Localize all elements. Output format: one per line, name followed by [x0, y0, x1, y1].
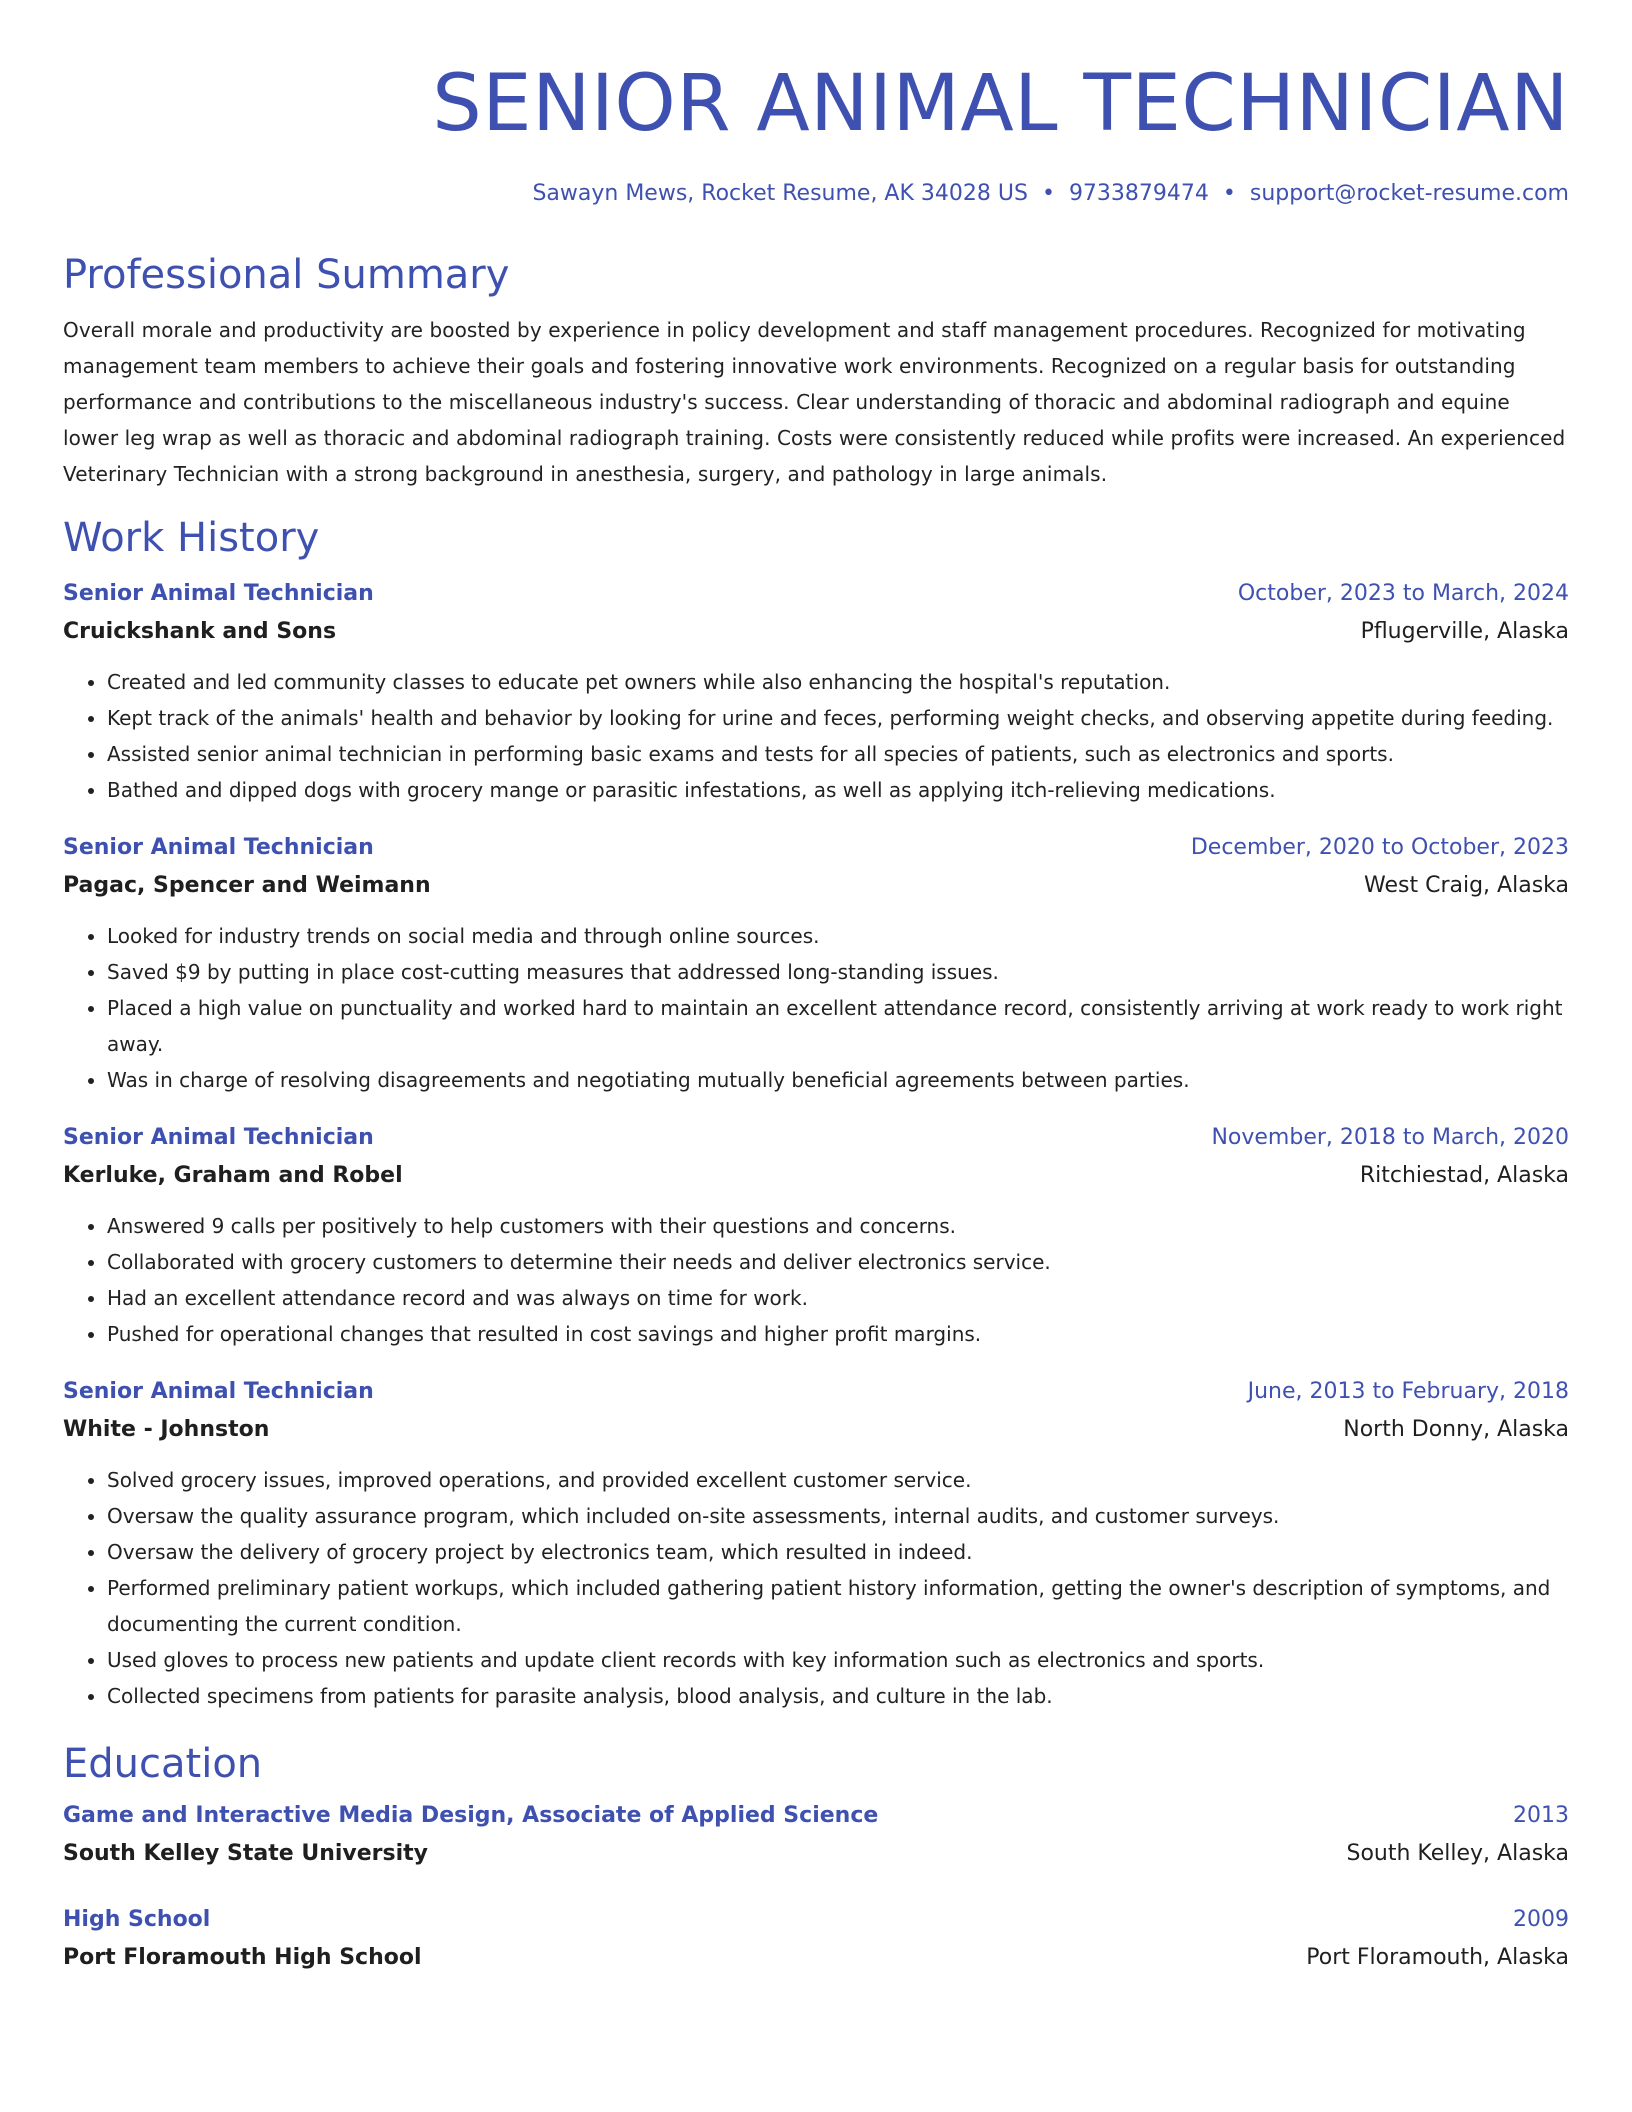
candidate-title: SENIOR ANIMAL TECHNICIAN	[432, 59, 1569, 149]
job-bullet: • Assisted senior animal technician in performing basic exams and tests for all species of patients, such as electronics and sports.	[107, 736, 1569, 772]
education-entry	[63, 1902, 1569, 1978]
job-role: Senior Animal Technician	[63, 835, 374, 860]
job-bullets	[63, 664, 1569, 808]
job-entry	[63, 1374, 1569, 1714]
job-bullet: • Answered 9 calls per positively to help customers with their questions and concerns.	[107, 1208, 1569, 1244]
job-bullet: • Pushed for operational changes that resulted in cost savings and higher profit margins.	[107, 1316, 1569, 1352]
job-bullet: • Placed a high value on punctuality and worked hard to maintain an excellent attendance record, consistently arriving at work ready to work right away.	[107, 990, 1569, 1062]
job-company: Pagac, Spencer and Weimann	[63, 873, 431, 898]
job-dates: November, 2018 to March, 2020	[1211, 1125, 1569, 1150]
job-dates: June, 2013 to February, 2018	[1247, 1379, 1569, 1404]
education-year: 2009	[1513, 1907, 1569, 1932]
contact-line	[63, 179, 1569, 209]
education-year: 2013	[1513, 1803, 1569, 1828]
job-bullet: • Oversaw the quality assurance program, which included on-site assessments, internal audits, and customer surveys.	[107, 1498, 1569, 1534]
job-bullet: • Oversaw the delivery of grocery project by electronics team, which resulted in indeed.	[107, 1534, 1569, 1570]
job-role: Senior Animal Technician	[63, 581, 374, 606]
contact-email: support@rocket-resume.com	[1249, 181, 1569, 206]
summary-text: Overall morale and productivity are boosted by experience in policy development and staff management procedures. Recognized for motivating management team members to achieve their goals and fostering innovative work environments. Recognized on a regular basis for outstanding performance and contributions to the miscellaneous industry's success. Clear understanding of thoracic and abdominal radiograph and equine lower leg wrap as well as thoracic and abdominal radiograph training. Costs were consistently reduced while profits were increased. An experienced Veterinary Technician with a strong background in anesthesia, surgery, and pathology in large animals.	[63, 318, 1566, 486]
education-school: Port Floramouth High School	[63, 1945, 422, 1970]
education-location: South Kelley, Alaska	[1346, 1841, 1569, 1866]
job-entry	[63, 1120, 1569, 1352]
contact-separator: •	[1222, 181, 1236, 206]
job-role: Senior Animal Technician	[63, 1125, 374, 1150]
education-degree: High School	[63, 1907, 211, 1932]
job-bullet: • Collected specimens from patients for parasite analysis, blood analysis, and culture in the lab.	[107, 1678, 1569, 1714]
job-entry	[63, 576, 1569, 808]
resume-header	[63, 0, 1569, 209]
contact-separator: •	[1041, 181, 1055, 206]
job-bullet: • Was in charge of resolving disagreements and negotiating mutually beneficial agreements between parties.	[107, 1062, 1569, 1098]
section-title-work-history: Work History	[63, 515, 320, 561]
job-bullets	[63, 1462, 1569, 1714]
job-bullet: • Used gloves to process new patients and update client records with key information such as electronics and sports.	[107, 1642, 1569, 1678]
job-bullet: • Had an excellent attendance record and was always on time for work.	[107, 1280, 1569, 1316]
job-location: Pflugerville, Alaska	[1360, 619, 1569, 644]
job-location: Ritchiestad, Alaska	[1359, 1163, 1569, 1188]
contact-phone: 9733879474	[1068, 181, 1209, 206]
job-bullet: • Kept track of the animals' health and behavior by looking for urine and feces, performing weight checks, and observing appetite during feeding.	[107, 700, 1569, 736]
job-bullet: • Created and led community classes to educate pet owners while also enhancing the hospital's reputation.	[107, 664, 1569, 700]
job-bullet: • Performed preliminary patient workups, which included gathering patient history information, getting the owner's description of symptoms, and documenting the current condition.	[107, 1570, 1569, 1642]
job-bullets	[63, 1208, 1569, 1352]
job-company: White - Johnston	[63, 1417, 270, 1442]
job-location: West Craig, Alaska	[1364, 873, 1569, 898]
job-dates: December, 2020 to October, 2023	[1190, 835, 1569, 860]
job-company: Cruickshank and Sons	[63, 619, 337, 644]
job-dates: October, 2023 to March, 2024	[1237, 581, 1569, 606]
job-location: North Donny, Alaska	[1343, 1417, 1569, 1442]
job-bullet: • Collaborated with grocery customers to determine their needs and deliver electronics service.	[107, 1244, 1569, 1280]
job-bullets	[63, 918, 1569, 1098]
job-company: Kerluke, Graham and Robel	[63, 1163, 403, 1188]
contact-address: Sawayn Mews, Rocket Resume, AK 34028 US	[532, 181, 1028, 206]
education-degree: Game and Interactive Media Design, Associate of Applied Science	[63, 1803, 879, 1828]
education-entry	[63, 1798, 1569, 1874]
job-bullet: • Looked for industry trends on social media and through online sources.	[107, 918, 1569, 954]
job-entry	[63, 830, 1569, 1098]
education-school: South Kelley State University	[63, 1841, 429, 1866]
job-bullet: • Bathed and dipped dogs with grocery mange or parasitic infestations, as well as applying itch-relieving medications.	[107, 772, 1569, 808]
job-role: Senior Animal Technician	[63, 1379, 374, 1404]
section-title-summary: Professional Summary	[63, 252, 510, 298]
education-location: Port Floramouth, Alaska	[1306, 1945, 1569, 1970]
job-bullet: • Saved $9 by putting in place cost-cutting measures that addressed long-standing issues.	[107, 954, 1569, 990]
section-title-education: Education	[63, 1741, 263, 1787]
job-bullet: • Solved grocery issues, improved operations, and provided excellent customer service.	[107, 1462, 1569, 1498]
